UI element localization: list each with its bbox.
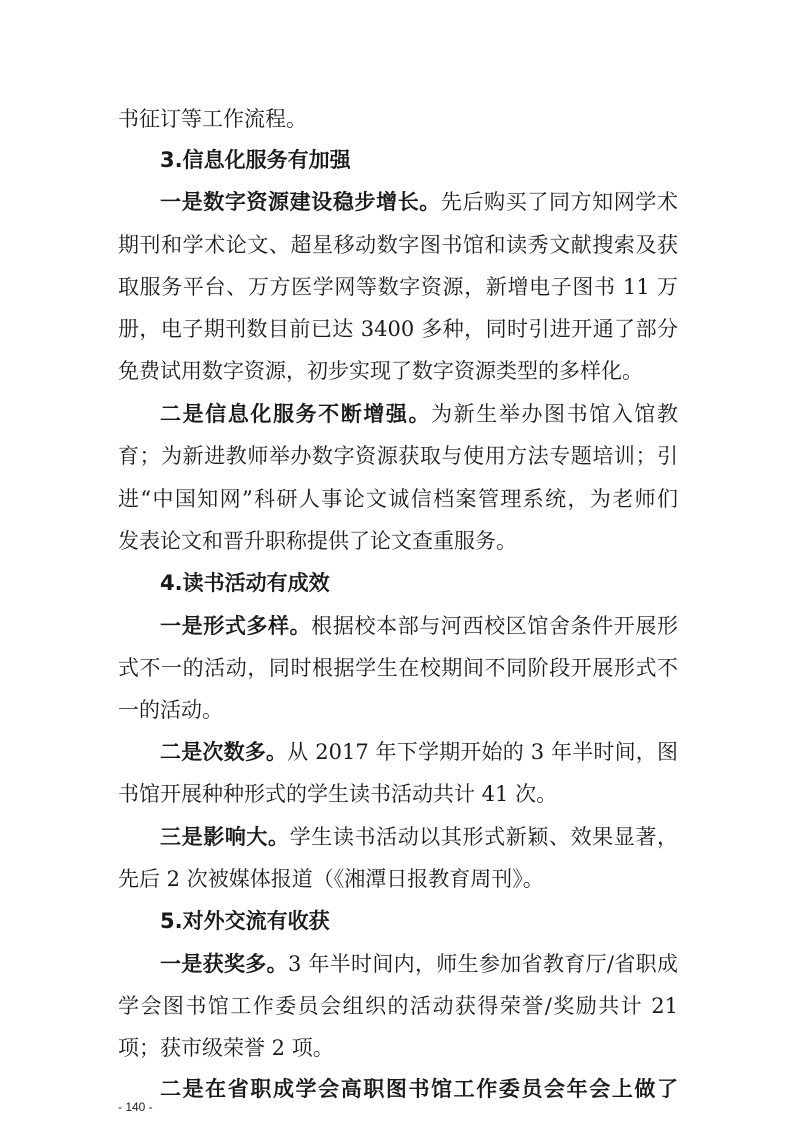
- paragraph-line: 育；为新进教师举办数字资源获取与使用方法专题培训；引: [118, 444, 678, 468]
- paragraph-line: 式不一的活动，同时根据学生在校期间不同阶段开展形式不: [118, 656, 678, 680]
- paragraph-line: 期刊和学术论文、超星移动数字图书馆和读秀文献搜索及获: [118, 233, 678, 257]
- bold-lead: 一是获奖多。: [160, 952, 288, 976]
- paragraph-line: 免费试用数字资源，初步实现了数字资源类型的多样化。: [118, 359, 643, 383]
- paragraph-line: 书馆开展种种形式的学生读书活动共计 41 次。: [118, 782, 558, 806]
- paragraph-line: 项；获市级荣誉 2 项。: [118, 1036, 334, 1060]
- bold-lead: 三是影响大。: [160, 825, 290, 849]
- bold-lead: 一是形式多样。: [160, 614, 312, 638]
- section-heading: 5.对外交流有收获: [160, 909, 330, 933]
- page-number: - 140 -: [118, 1100, 153, 1114]
- paragraph-line: 学会图书馆工作委员会组织的活动获得荣誉/奖励共计 21: [118, 994, 678, 1018]
- bold-lead: 二是次数多。: [160, 740, 288, 764]
- bold-lead: 一是数字资源建设稳步增长。: [160, 190, 441, 214]
- paragraph-line: 三是影响大。学生读书活动以其形式新颖、效果显著，: [160, 825, 679, 849]
- paragraph-line: 书征订等工作流程。: [118, 107, 307, 131]
- bold-lead: 二是信息化服务不断增强。: [160, 402, 432, 426]
- paragraph-line: 册，电子期刊数目前已达 3400 多种，同时引进开通了部分: [118, 317, 678, 341]
- paragraph-line: 二是在省职成学会高职图书馆工作委员会年会上做了: [160, 1077, 678, 1101]
- paragraph-line: 一是形式多样。根据校本部与河西校区馆舍条件开展形: [160, 614, 679, 638]
- paragraph-line: 发表论文和晋升职称提供了论文查重服务。: [118, 529, 517, 553]
- paragraph-line: 一是获奖多。3 年半时间内，师生参加省教育厅/省职成: [160, 952, 678, 976]
- section-heading: 4.读书活动有成效: [160, 571, 330, 595]
- paragraph-line: 先后 2 次被媒体报道（《湘潭日报教育周刊》。: [118, 867, 544, 891]
- paragraph-line: 取服务平台、万方医学网等数字资源，新增电子图书 11 万: [118, 275, 678, 299]
- paragraph-line: 一是数字资源建设稳步增长。先后购买了同方知网学术: [160, 190, 679, 214]
- section-heading: 3.信息化服务有加强: [160, 148, 351, 172]
- paragraph-line: 二是信息化服务不断增强。为新生举办图书馆入馆教: [160, 402, 679, 426]
- paragraph-line: 二是次数多。从 2017 年下学期开始的 3 年半时间，图: [160, 740, 678, 764]
- paragraph-line: 一的活动。: [118, 698, 223, 722]
- paragraph-line: 进“中国知网”科研人事论文诚信档案管理系统，为老师们: [118, 487, 678, 511]
